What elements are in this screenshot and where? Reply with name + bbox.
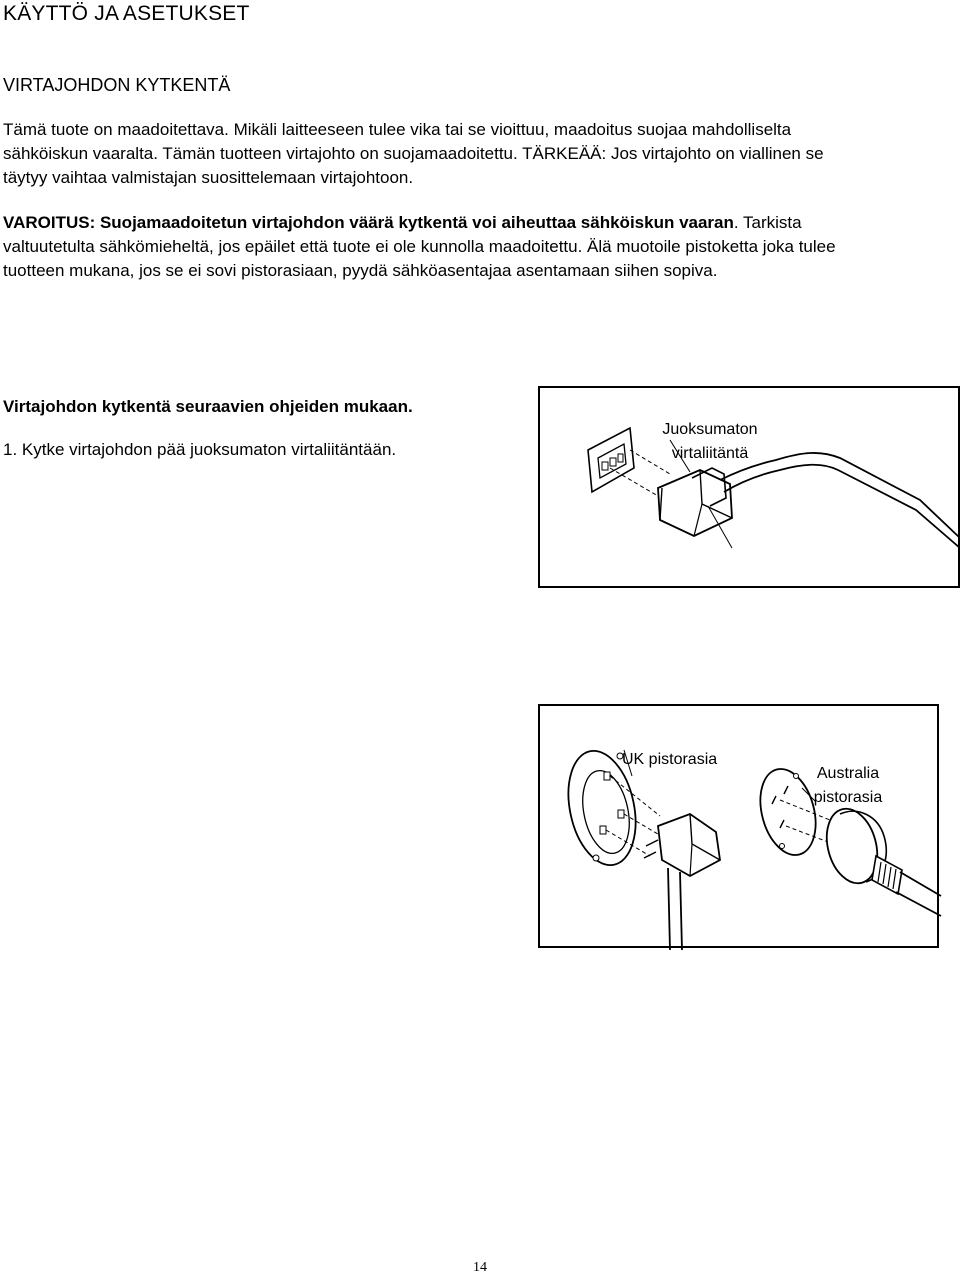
paragraph-line: täytyy vaihtaa valmistajan suosittelemaan virtajohtoon. [3, 168, 414, 187]
au-socket-label [798, 762, 898, 810]
step-1-text: 1. Kytke virtajohdon pää juoksumaton virtaliitäntään. [3, 440, 397, 459]
uk-socket-label: UK pistorasia [622, 751, 718, 768]
inlet-label-line2: virtaliitäntä [671, 445, 749, 462]
instructions-title: Virtajohdon kytkentä seuraavien ohjeiden mukaan. [3, 397, 413, 416]
paragraph-line-rest: . Tarkista [733, 213, 802, 232]
paragraph-line: Tämä tuote on maadoitettava. Mikäli laitteeseen tulee vika tai se vioittuu, maadoitus suojaa mahdolliselta [3, 120, 792, 139]
paragraph-line [3, 211, 959, 235]
paragraph-line: tuotteen mukana, jos se ei sovi pistorasiaan, pyydä sähköasentajaa asentamaan siihen sopiva. [3, 261, 718, 280]
page-heading: KÄYTTÖ JA ASETUKSET [3, 2, 250, 25]
power-inlet-figure [538, 386, 960, 588]
section-title: VIRTAJOHDON KYTKENTÄ [3, 75, 231, 95]
inlet-label [640, 418, 780, 466]
sockets-illustration [540, 706, 941, 950]
warning-paragraph [3, 211, 959, 283]
inlet-label-line1: Juoksumaton [662, 421, 758, 438]
au-label-line2: pistorasia [813, 789, 883, 806]
au-label-line1: Australia [816, 765, 880, 782]
sockets-figure [538, 704, 939, 948]
page-number: 14 [473, 1260, 487, 1275]
warning-text: VAROITUS: Suojamaadoitetun virtajohdon väärä kytkentä voi aiheuttaa sähköiskun vaaran [3, 213, 734, 232]
grounding-paragraph [3, 118, 959, 190]
paragraph-line: sähköiskun vaaralta. Tämän tuotteen virtajohto on suojamaadoitettu. TÄRKEÄÄ: Jos virtajohto on viallinen se [3, 144, 824, 163]
paragraph-line: valtuutetulta sähkömieheltä, jos epäilet että tuote ei ole kunnolla maadoitettu. Älä muotoile pistoketta joka tulee [3, 237, 836, 256]
